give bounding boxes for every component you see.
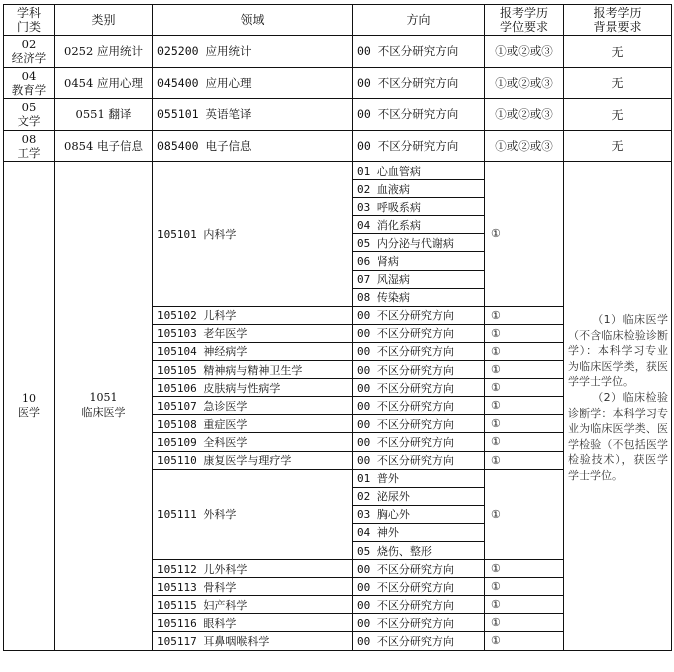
field-cell: 105113 骨科学 bbox=[153, 578, 353, 596]
direction-cell: 03 胸心外 bbox=[353, 505, 485, 523]
field-cell: 105116 眼科学 bbox=[153, 614, 353, 632]
degree-requirement-cell: ① bbox=[485, 469, 564, 559]
class-code: 1051 bbox=[89, 391, 118, 405]
field-cell: 045400 应用心理 bbox=[153, 67, 353, 99]
degree-requirement-cell: ① bbox=[485, 578, 564, 596]
field-cell: 105110 康复医学与理疗学 bbox=[153, 451, 353, 469]
note-clinical-medicine: （1）临床医学（不含临床检验诊断学）：本科学习专业为临床医学类，获医学学士学位。 bbox=[568, 313, 668, 389]
direction-cell: 06 肾病 bbox=[353, 252, 485, 270]
direction-cell: 00 不区分研究方向 bbox=[353, 99, 485, 131]
background-requirement-note bbox=[564, 162, 672, 651]
class-name: 临床医学 bbox=[81, 406, 126, 420]
table-row-economics bbox=[4, 36, 672, 68]
degree-requirement-cell: ①或②或③ bbox=[485, 67, 564, 99]
direction-cell: 00 不区分研究方向 bbox=[353, 306, 485, 324]
direction-cell: 00 不区分研究方向 bbox=[353, 451, 485, 469]
table-row-literature bbox=[4, 99, 672, 131]
direction-cell: 00 不区分研究方向 bbox=[353, 433, 485, 451]
category-cell: 02 经济学 bbox=[4, 36, 55, 68]
degree-requirement-cell: ①或②或③ bbox=[485, 130, 564, 162]
field-cell: 105111 外科学 bbox=[153, 469, 353, 559]
class-cell: 0454 应用心理 bbox=[55, 67, 153, 99]
category-cell: 08 工学 bbox=[4, 130, 55, 162]
direction-cell: 00 不区分研究方向 bbox=[353, 379, 485, 397]
header-degree-requirement: 报考学历 学位要求 bbox=[485, 5, 564, 36]
field-cell: 105105 精神病与精神卫生学 bbox=[153, 361, 353, 379]
background-requirement-cell: 无 bbox=[564, 130, 672, 162]
background-requirement-cell: 无 bbox=[564, 36, 672, 68]
direction-cell: 00 不区分研究方向 bbox=[353, 342, 485, 360]
field-cell: 025200 应用统计 bbox=[153, 36, 353, 68]
header-category: 学科 门类 bbox=[4, 5, 55, 36]
class-cell bbox=[55, 162, 153, 651]
degree-requirement-cell: ① bbox=[485, 614, 564, 632]
direction-cell: 01 心血管病 bbox=[353, 162, 485, 180]
header-class: 类别 bbox=[55, 5, 153, 36]
direction-cell: 08 传染病 bbox=[353, 288, 485, 306]
category-name: 医学 bbox=[18, 405, 40, 419]
table-row-education bbox=[4, 67, 672, 99]
class-cell: 0854 电子信息 bbox=[55, 130, 153, 162]
category-cell: 04 教育学 bbox=[4, 67, 55, 99]
field-cell: 105106 皮肤病与性病学 bbox=[153, 379, 353, 397]
field-cell: 055101 英语笔译 bbox=[153, 99, 353, 131]
degree-requirement-cell: ① bbox=[485, 560, 564, 578]
degree-requirement-cell: ① bbox=[485, 361, 564, 379]
background-requirement-cell: 无 bbox=[564, 99, 672, 131]
direction-cell: 05 内分泌与代谢病 bbox=[353, 234, 485, 252]
direction-cell: 04 消化系病 bbox=[353, 216, 485, 234]
field-cell: 105115 妇产科学 bbox=[153, 596, 353, 614]
direction-cell: 00 不区分研究方向 bbox=[353, 415, 485, 433]
degree-requirement-cell: ① bbox=[485, 162, 564, 307]
header-background-requirement: 报考学历 背景要求 bbox=[564, 5, 672, 36]
direction-cell: 04 神外 bbox=[353, 523, 485, 541]
direction-cell: 05 烧伤、整形 bbox=[353, 541, 485, 559]
direction-cell: 03 呼吸系病 bbox=[353, 198, 485, 216]
degree-requirement-cell: ①或②或③ bbox=[485, 99, 564, 131]
field-cell: 105104 神经病学 bbox=[153, 342, 353, 360]
direction-cell: 00 不区分研究方向 bbox=[353, 36, 485, 68]
direction-cell: 00 不区分研究方向 bbox=[353, 632, 485, 650]
degree-requirement-cell: ① bbox=[485, 632, 564, 650]
direction-cell: 00 不区分研究方向 bbox=[353, 614, 485, 632]
degree-requirement-cell: ① bbox=[485, 415, 564, 433]
direction-cell: 00 不区分研究方向 bbox=[353, 130, 485, 162]
category-cell: 05 文学 bbox=[4, 99, 55, 131]
note-clinical-lab-diagnostics: （2）临床检验诊断学：本科学习专业为临床医学类、医学检验（不包括医学检验技术），获医学学士学位。 bbox=[568, 390, 668, 482]
direction-cell: 07 风湿病 bbox=[353, 270, 485, 288]
degree-requirement-cell: ① bbox=[485, 306, 564, 324]
direction-cell: 00 不区分研究方向 bbox=[353, 67, 485, 99]
background-requirement-cell: 无 bbox=[564, 67, 672, 99]
degree-requirement-cell: ① bbox=[485, 451, 564, 469]
table-row-engineering bbox=[4, 130, 672, 162]
direction-cell: 00 不区分研究方向 bbox=[353, 397, 485, 415]
field-cell: 105108 重症医学 bbox=[153, 415, 353, 433]
field-cell: 105117 耳鼻咽喉科学 bbox=[153, 632, 353, 650]
category-cell bbox=[4, 162, 55, 651]
field-cell: 105103 老年医学 bbox=[153, 324, 353, 342]
class-cell: 0551 翻译 bbox=[55, 99, 153, 131]
table-row-internal-medicine bbox=[4, 162, 672, 180]
direction-cell: 02 泌尿外 bbox=[353, 487, 485, 505]
direction-cell: 01 普外 bbox=[353, 469, 485, 487]
field-cell: 085400 电子信息 bbox=[153, 130, 353, 162]
direction-cell: 00 不区分研究方向 bbox=[353, 578, 485, 596]
admissions-table bbox=[3, 4, 672, 651]
field-cell: 105109 全科医学 bbox=[153, 433, 353, 451]
category-code: 10 bbox=[22, 391, 36, 405]
direction-cell: 02 血液病 bbox=[353, 180, 485, 198]
header-direction: 方向 bbox=[353, 5, 485, 36]
degree-requirement-cell: ① bbox=[485, 379, 564, 397]
field-cell: 105101 内科学 bbox=[153, 162, 353, 307]
degree-requirement-cell: ① bbox=[485, 324, 564, 342]
field-cell: 105102 儿科学 bbox=[153, 306, 353, 324]
degree-requirement-cell: ① bbox=[485, 433, 564, 451]
degree-requirement-cell: ① bbox=[485, 397, 564, 415]
class-cell: 0252 应用统计 bbox=[55, 36, 153, 68]
field-cell: 105107 急诊医学 bbox=[153, 397, 353, 415]
header-field: 领域 bbox=[153, 5, 353, 36]
degree-requirement-cell: ①或②或③ bbox=[485, 36, 564, 68]
admissions-table-container bbox=[3, 4, 672, 651]
direction-cell: 00 不区分研究方向 bbox=[353, 361, 485, 379]
degree-requirement-cell: ① bbox=[485, 342, 564, 360]
header-row bbox=[4, 5, 672, 36]
direction-cell: 00 不区分研究方向 bbox=[353, 324, 485, 342]
direction-cell: 00 不区分研究方向 bbox=[353, 560, 485, 578]
direction-cell: 00 不区分研究方向 bbox=[353, 596, 485, 614]
degree-requirement-cell: ① bbox=[485, 596, 564, 614]
field-cell: 105112 儿外科学 bbox=[153, 560, 353, 578]
